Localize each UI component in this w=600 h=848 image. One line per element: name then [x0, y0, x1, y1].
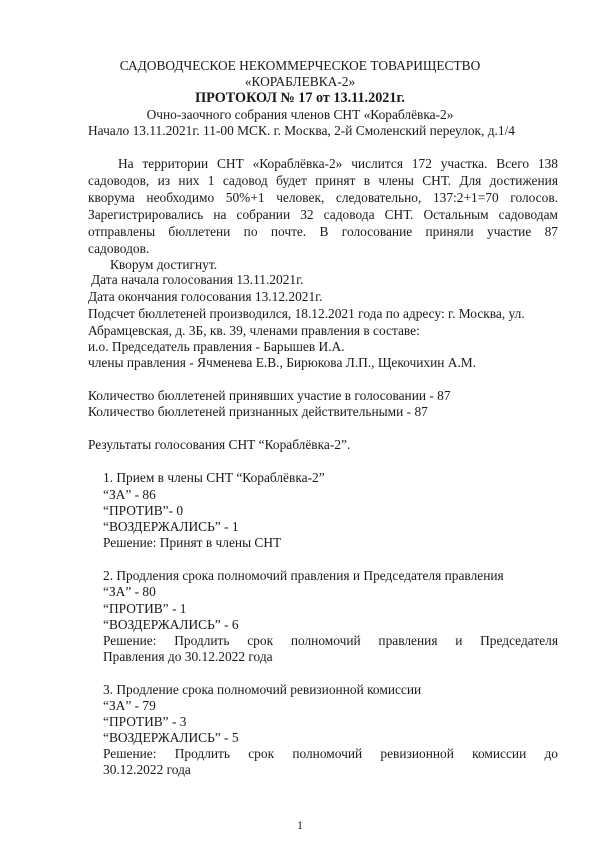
quorum-statement: Кворум достигнут.	[110, 257, 218, 272]
vote-end-date: Дата окончания голосования 13.12.2021г.	[88, 289, 323, 304]
protocol-title: ПРОТОКОЛ № 17 от 13.11.2021г.	[195, 90, 405, 106]
item-1-title: 1. Прием в члены СНТ “Кораблёвка-2”	[103, 470, 325, 485]
item-3-for: “ЗА” - 79	[103, 698, 156, 713]
item-3-against: “ПРОТИВ” - 3	[103, 714, 187, 729]
count-line-2: Абрамцевская, д. 3Б, кв. 39, членами правления в составе:	[88, 323, 420, 338]
vote-start-date: Дата начала голосования 13.11.2021г.	[91, 272, 304, 287]
item-3-decision-line-2: 30.12.2022 года	[103, 762, 191, 777]
org-name-line1: САДОВОДЧЕСКОЕ НЕКОММЕРЧЕСКОЕ ТОВАРИЩЕСТВО	[119, 58, 481, 73]
start-and-location: Начало 13.11.2021г. 11-00 МСК. г. Москва, 2-й Смоленский переулок, д.1/4	[88, 123, 515, 138]
count-line-1: Подсчет бюллетеней производился, 18.12.2021 года по адресу: г. Москва, ул.	[88, 306, 525, 321]
intro-line-5: отправлены бюллетени по почте. В голосование приняли участие 87	[88, 224, 558, 239]
org-name-line2: «КОРАБЛЕВКА-2»	[244, 74, 356, 89]
item-3-decision-line-1: Решение: Продлить срок полномочий ревизионной комиссии до	[103, 746, 558, 761]
intro-line-6: садоводов.	[88, 241, 150, 256]
item-3-title: 3. Продление срока полномочий ревизионной комиссии	[103, 682, 422, 697]
item-1-for: “ЗА” - 86	[103, 487, 156, 502]
item-2-title: 2. Продления срока полномочий правления и Председателя правления	[103, 568, 504, 583]
ballots-valid: Количество бюллетеней признанных действительными - 87	[88, 404, 428, 419]
item-1-decision: Решение: Принят в члены СНТ	[103, 535, 282, 550]
page-number: 1	[297, 818, 303, 832]
intro-line-2: садоводов, из них 1 садовод будет принят в члены СНТ. Для достижения	[88, 173, 558, 188]
item-2-for: “ЗА” - 80	[103, 584, 156, 599]
results-title: Результаты голосования СНТ “Кораблёвка-2”.	[88, 437, 351, 452]
intro-line-3: кворума необходимо 50%+1 человек, следовательно, 137:2+1=70 голосов.	[88, 190, 558, 205]
ballots-participated: Количество бюллетеней принявших участие в голосовании - 87	[88, 388, 451, 403]
item-2-decision-line-1: Решение: Продлить срок полномочий правления и Председателя	[103, 633, 558, 648]
item-3-abstained: “ВОЗДЕРЖАЛИСЬ” - 5	[103, 730, 239, 745]
item-1-against: “ПРОТИВ”- 0	[103, 503, 184, 518]
meeting-type: Очно-заочного собрания членов СНТ «Кораблёвка-2»	[146, 107, 454, 122]
item-2-abstained: “ВОЗДЕРЖАЛИСЬ” - 6	[103, 617, 239, 632]
acting-chairman: и.о. Председатель правления - Барышев И.А.	[88, 339, 345, 354]
item-1-abstained: “ВОЗДЕРЖАЛИСЬ” - 1	[103, 519, 239, 534]
intro-line-4: Зарегистрировались на собрании 32 садовода СНТ. Остальным садоводам	[88, 207, 558, 222]
intro-line-1: На территории СНТ «Кораблёвка-2» числится 172 участка. Всего 138	[118, 156, 558, 171]
item-2-against: “ПРОТИВ” - 1	[103, 601, 187, 616]
board-members: члены правления - Ячменева Е.В., Бирюкова Л.П., Щекочихин А.М.	[88, 355, 477, 370]
item-2-decision-line-2: Правления до 30.12.2022 года	[103, 649, 273, 664]
